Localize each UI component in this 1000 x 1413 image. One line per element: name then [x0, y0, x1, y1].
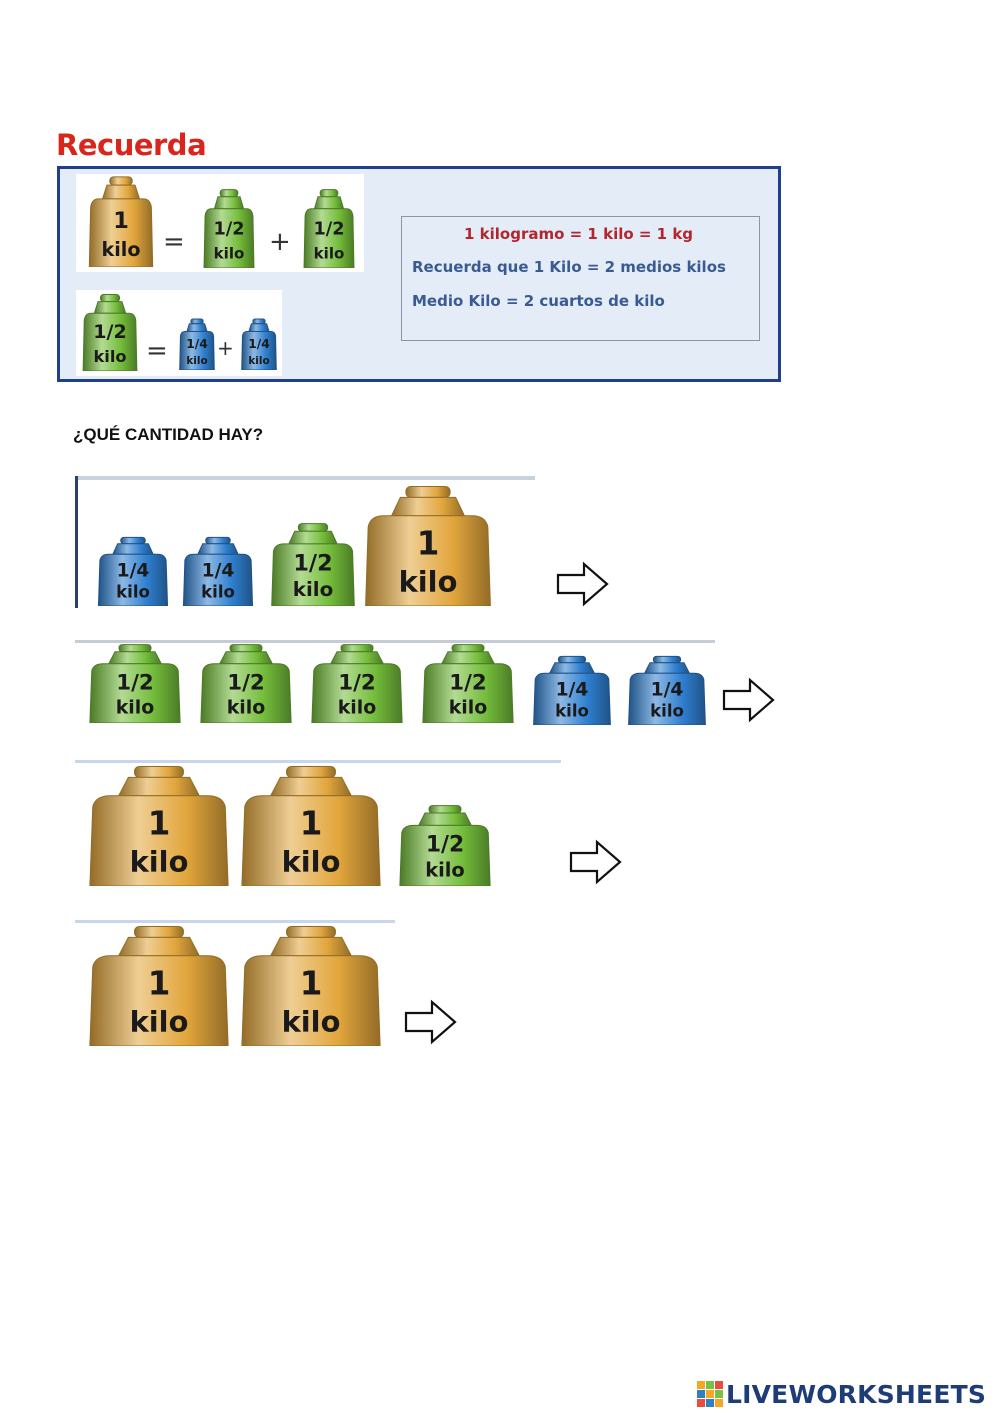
weight-one-kilo-icon — [239, 924, 383, 1046]
svg-text:1/4: 1/4 — [116, 560, 150, 582]
exercise-3-arrow-icon — [569, 839, 623, 885]
svg-text:kilo: kilo — [226, 696, 266, 719]
weight-one-kilo-icon — [239, 764, 383, 886]
weight-half-kilo-icon — [82, 293, 138, 371]
weight-half-kilo-icon — [199, 643, 293, 723]
svg-text:kilo: kilo — [201, 582, 235, 602]
svg-text:kilo: kilo — [555, 701, 589, 721]
svg-text:kilo: kilo — [213, 244, 245, 263]
weight-quarter-kilo-icon — [182, 536, 254, 606]
svg-text:kilo: kilo — [313, 244, 345, 263]
svg-text:kilo: kilo — [129, 1004, 189, 1039]
weight-half-kilo-icon — [203, 188, 255, 268]
svg-text:kilo: kilo — [115, 696, 155, 719]
svg-text:1: 1 — [299, 804, 323, 843]
plus-sign: + — [217, 336, 234, 360]
equals-sign: = — [146, 336, 168, 366]
weight-half-kilo-icon — [303, 188, 355, 268]
weight-quarter-kilo-icon — [532, 655, 612, 725]
svg-text:1: 1 — [416, 524, 440, 563]
weight-half-kilo-icon — [88, 643, 182, 723]
svg-text:1: 1 — [113, 208, 129, 235]
exercise-4-arrow-icon — [404, 999, 458, 1045]
svg-text:kilo: kilo — [281, 844, 341, 879]
svg-text:1/2: 1/2 — [93, 321, 127, 344]
question-heading: ¿QUÉ CANTIDAD HAY? — [73, 425, 264, 444]
svg-text:kilo: kilo — [448, 696, 488, 719]
svg-text:kilo: kilo — [248, 354, 270, 367]
svg-text:1/2: 1/2 — [313, 219, 345, 240]
svg-text:1/2: 1/2 — [116, 670, 154, 696]
definition-kilogram: 1 kilogramo = 1 kilo = 1 kg — [464, 225, 694, 243]
weight-half-kilo-icon — [421, 643, 515, 723]
weight-one-kilo-icon — [363, 484, 493, 606]
svg-text:kilo: kilo — [186, 354, 208, 367]
svg-text:kilo: kilo — [101, 238, 141, 262]
svg-text:kilo: kilo — [116, 582, 150, 602]
weight-half-kilo-icon — [310, 643, 404, 723]
liveworksheets-logo-text: LIVEWORKSHEETS — [726, 1379, 987, 1409]
svg-text:1/2: 1/2 — [425, 832, 465, 858]
svg-text:1/2: 1/2 — [338, 670, 376, 696]
svg-text:1/2: 1/2 — [213, 219, 245, 240]
svg-text:kilo: kilo — [337, 696, 377, 719]
exercise-1-arrow-icon — [556, 561, 610, 607]
weight-quarter-kilo-icon — [627, 655, 707, 725]
svg-text:kilo: kilo — [425, 858, 465, 882]
equals-sign: = — [163, 227, 185, 257]
definition-cuartos-de-kilo: Medio Kilo = 2 cuartos de kilo — [412, 292, 665, 310]
weight-one-kilo-icon — [87, 764, 231, 886]
liveworksheets-logo — [697, 1377, 986, 1411]
svg-text:1/2: 1/2 — [293, 550, 333, 577]
weight-one-kilo-icon — [88, 175, 154, 267]
weight-quarter-kilo-icon — [241, 318, 277, 370]
weight-one-kilo-icon — [87, 924, 231, 1046]
svg-text:1/2: 1/2 — [449, 670, 487, 696]
svg-text:1/4: 1/4 — [248, 337, 270, 352]
svg-text:kilo: kilo — [292, 578, 334, 602]
svg-text:1/4: 1/4 — [555, 679, 589, 701]
svg-text:1/2: 1/2 — [227, 670, 265, 696]
svg-text:kilo: kilo — [398, 564, 458, 599]
svg-text:1: 1 — [147, 804, 171, 843]
svg-text:kilo: kilo — [650, 701, 684, 721]
definitions-box — [401, 216, 760, 341]
svg-text:1/4: 1/4 — [650, 679, 684, 701]
svg-text:kilo: kilo — [93, 346, 127, 366]
weight-quarter-kilo-icon — [179, 318, 215, 370]
svg-text:1/4: 1/4 — [201, 560, 235, 582]
weight-quarter-kilo-icon — [97, 536, 169, 606]
recuerda-title: Recuerda — [56, 128, 207, 162]
weight-half-kilo-icon — [270, 522, 356, 606]
definition-medios-kilos: Recuerda que 1 Kilo = 2 medios kilos — [412, 258, 726, 276]
liveworksheets-logo-icon — [697, 1381, 723, 1407]
svg-text:kilo: kilo — [281, 1004, 341, 1039]
svg-text:1/4: 1/4 — [186, 337, 208, 352]
exercise-2-arrow-icon — [722, 677, 776, 723]
weight-half-kilo-icon — [398, 804, 492, 886]
svg-text:1: 1 — [147, 964, 171, 1003]
svg-text:1: 1 — [299, 964, 323, 1003]
plus-sign: + — [269, 227, 291, 257]
svg-text:kilo: kilo — [129, 844, 189, 879]
